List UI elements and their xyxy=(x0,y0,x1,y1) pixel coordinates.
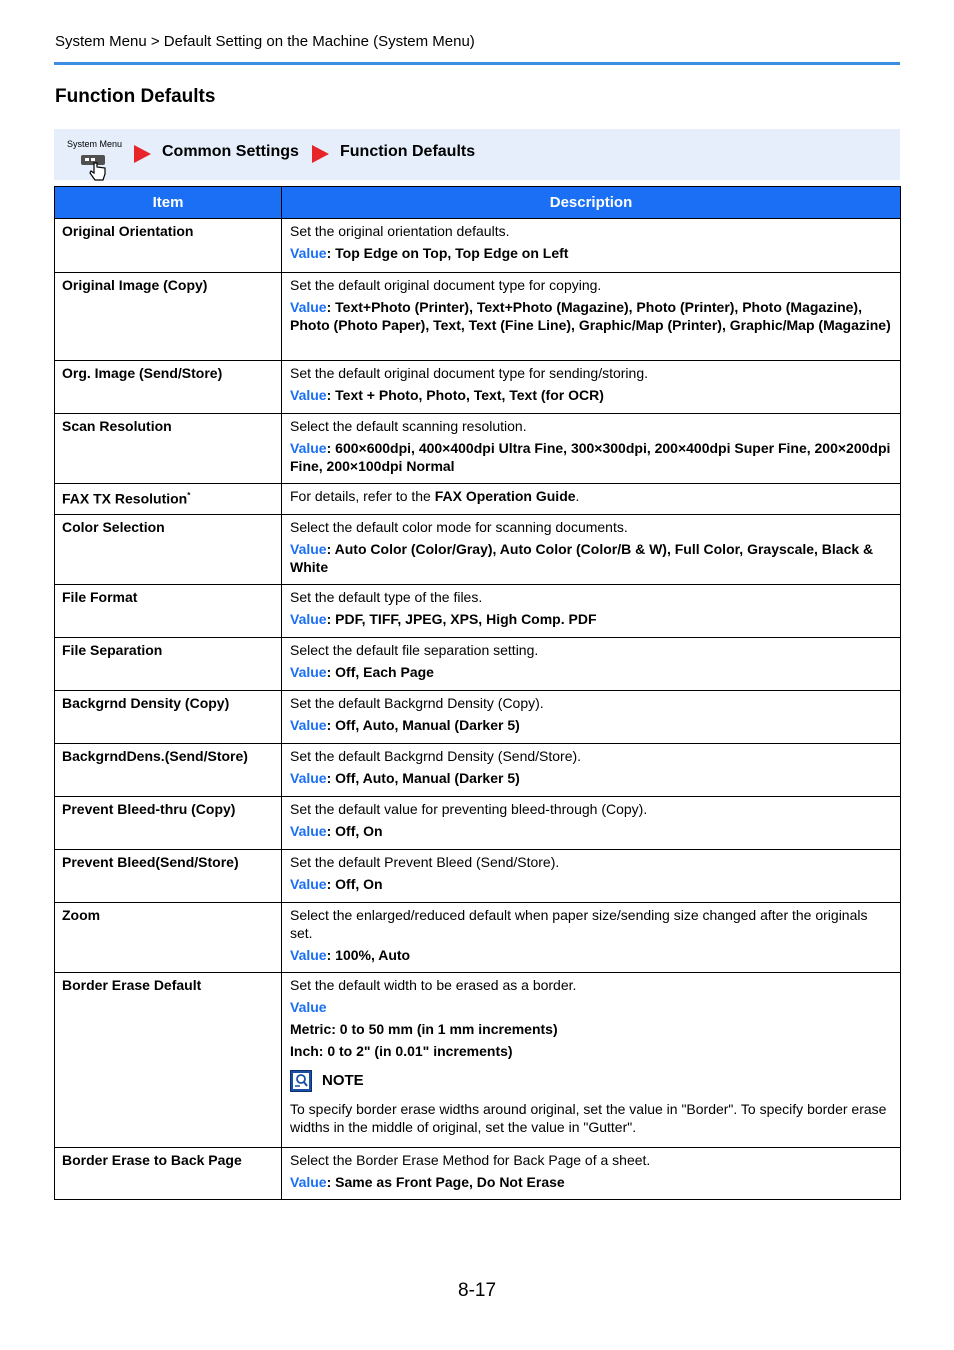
value-key: Value xyxy=(290,947,327,963)
header-rule xyxy=(54,62,900,65)
item-cell: Org. Image (Send/Store) xyxy=(55,361,282,414)
description-text: Set the default Backgrnd Density (Send/Store). xyxy=(290,748,582,764)
navigation-path-bar xyxy=(54,129,900,180)
value-key: Value xyxy=(290,299,327,315)
value-key: Value xyxy=(290,611,327,627)
description-suffix: . xyxy=(575,488,580,504)
value-line: Value: Auto Color (Color/Gray), Auto Color (Color/B & W), Full Color, Grayscale, Black & White xyxy=(290,541,874,575)
value-line: Value: Off, On xyxy=(290,876,383,892)
value-line: Value: Same as Front Page, Do Not Erase xyxy=(290,1174,565,1190)
function-defaults-table xyxy=(54,186,901,1200)
description-text: Set the default original document type for sending/storing. xyxy=(290,365,648,381)
value-options: 100%, Auto xyxy=(335,947,411,963)
description-text: Select the enlarged/reduced default when paper size/sending size changed after the originals set. xyxy=(290,907,868,941)
table-row xyxy=(55,515,901,585)
description-text: Select the Border Erase Method for Back Page of a sheet. xyxy=(290,1152,651,1168)
value-line: Value: 600×600dpi, 400×400dpi Ultra Fine, 300×300dpi, 200×400dpi Super Fine, 200×200dpi Fine, 200×100dpi Normal xyxy=(290,440,891,474)
value-options: Off, Each Page xyxy=(335,664,434,680)
description-prefix: For details, refer to the xyxy=(290,488,435,504)
table-row xyxy=(55,585,901,638)
table-row xyxy=(55,691,901,744)
item-cell xyxy=(55,484,282,515)
value-line: Value: 100%, Auto xyxy=(290,947,411,963)
description-cell xyxy=(282,903,901,973)
value-key: Value xyxy=(290,440,327,456)
table-row xyxy=(55,219,901,273)
value-line: Value: Off, Auto, Manual (Darker 5) xyxy=(290,770,520,786)
system-menu-key xyxy=(64,137,124,181)
table-row xyxy=(55,273,901,361)
description-cell xyxy=(282,973,901,1148)
system-menu-hand-icon xyxy=(80,153,110,181)
item-cell: Original Image (Copy) xyxy=(55,273,282,361)
value-options: Text + Photo, Photo, Text, Text (for OCR) xyxy=(335,387,604,403)
guide-reference: FAX Operation Guide xyxy=(434,488,576,504)
page-number: 8-17 xyxy=(458,1280,497,1301)
note-text: To specify border erase widths around original, set the value in "Border". To specify border erase widths in the middle of original, set the value in "Gutter". xyxy=(290,1101,887,1135)
value-options: PDF, TIFF, JPEG, XPS, High Comp. PDF xyxy=(335,611,597,627)
description-text: Set the default original document type for copying. xyxy=(290,277,602,293)
page-title: Function Defaults xyxy=(55,86,216,107)
column-header-description: Description xyxy=(282,187,901,219)
note-icon xyxy=(290,1070,312,1092)
description-cell xyxy=(282,219,901,273)
description-cell xyxy=(282,484,901,515)
table-row xyxy=(55,797,901,850)
nav-arrow-icon xyxy=(312,145,329,163)
description-cell xyxy=(282,691,901,744)
value-options: Off, On xyxy=(335,823,383,839)
description-cell xyxy=(282,797,901,850)
nav-arrow-icon xyxy=(134,145,151,163)
value-key: Value xyxy=(290,245,327,261)
description-text: Set the original orientation defaults. xyxy=(290,223,510,239)
description-text: Set the default Backgrnd Density (Copy). xyxy=(290,695,544,711)
table-header-row xyxy=(55,187,901,219)
value-line: Value: Off, Each Page xyxy=(290,664,434,680)
table-row xyxy=(55,903,901,973)
description-text: Set the default type of the files. xyxy=(290,589,483,605)
metric-range: Metric: 0 to 50 mm (in 1 mm increments) xyxy=(290,1021,558,1037)
footnote-marker: * xyxy=(187,491,191,500)
item-cell: File Format xyxy=(55,585,282,638)
description-text: Select the default color mode for scanning documents. xyxy=(290,519,628,535)
item-cell: Border Erase to Back Page xyxy=(55,1148,282,1200)
item-cell: Scan Resolution xyxy=(55,414,282,484)
value-line: Value: Off, Auto, Manual (Darker 5) xyxy=(290,717,520,733)
description-cell xyxy=(282,850,901,903)
value-key: Value xyxy=(290,876,327,892)
item-cell: Prevent Bleed(Send/Store) xyxy=(55,850,282,903)
description-text: Set the default width to be erased as a border. xyxy=(290,977,577,993)
description-text: Set the default Prevent Bleed (Send/Store). xyxy=(290,854,560,870)
item-cell: Zoom xyxy=(55,903,282,973)
value-options: Top Edge on Top, Top Edge on Left xyxy=(335,245,569,261)
system-menu-label: System Menu xyxy=(67,139,123,149)
item-cell: Border Erase Default xyxy=(55,973,282,1148)
description-text: Select the default scanning resolution. xyxy=(290,418,527,434)
value-key: Value xyxy=(290,1174,327,1190)
table-row xyxy=(55,414,901,484)
table-row xyxy=(55,361,901,414)
item-cell: File Separation xyxy=(55,638,282,691)
description-cell xyxy=(282,638,901,691)
value-key: Value xyxy=(290,664,327,680)
note-heading xyxy=(290,1070,892,1092)
item-cell: Original Orientation xyxy=(55,219,282,273)
value-line: Value: Text + Photo, Photo, Text, Text (for OCR) xyxy=(290,387,604,403)
item-cell: Color Selection xyxy=(55,515,282,585)
table-row xyxy=(55,484,901,515)
inch-range: Inch: 0 to 2" (in 0.01" increments) xyxy=(290,1043,513,1059)
description-cell xyxy=(282,1148,901,1200)
table-row xyxy=(55,744,901,797)
item-cell: Backgrnd Density (Copy) xyxy=(55,691,282,744)
value-options: Off, Auto, Manual (Darker 5) xyxy=(335,717,520,733)
description-cell xyxy=(282,515,901,585)
nav-step-common-settings: Common Settings xyxy=(162,143,299,160)
description-text: Set the default value for preventing bleed-through (Copy). xyxy=(290,801,648,817)
value-key: Value xyxy=(290,823,327,839)
item-label: FAX TX Resolution xyxy=(62,490,188,507)
description-cell xyxy=(282,361,901,414)
table-row xyxy=(55,973,901,1148)
value-options: Same as Front Page, Do Not Erase xyxy=(335,1174,565,1190)
value-line xyxy=(290,998,892,1016)
item-cell: Prevent Bleed-thru (Copy) xyxy=(55,797,282,850)
column-header-item: Item xyxy=(55,187,282,219)
description-cell xyxy=(282,414,901,484)
value-options: 600×600dpi, 400×400dpi Ultra Fine, 300×300dpi, 200×400dpi Super Fine, 200×200dpi Fine, 200×100dpi Normal xyxy=(290,440,891,474)
value-line: Value: PDF, TIFF, JPEG, XPS, High Comp. PDF xyxy=(290,611,597,627)
description-cell xyxy=(282,585,901,638)
note-title: NOTE xyxy=(322,1072,364,1089)
value-key: Value xyxy=(290,387,327,403)
table-row xyxy=(55,1148,901,1200)
table-row xyxy=(55,638,901,691)
value-line: Value: Top Edge on Top, Top Edge on Left xyxy=(290,245,569,261)
value-options: Off, Auto, Manual (Darker 5) xyxy=(335,770,520,786)
value-line: Value: Text+Photo (Printer), Text+Photo (Magazine), Photo (Printer), Photo (Magazine), Photo (Photo Paper), Text, Text (Fine Line), Graphic/Map (Printer), Graphic/Map (Magazine) xyxy=(290,299,891,333)
value-line: Value: Off, On xyxy=(290,823,383,839)
value-key: Value xyxy=(290,770,327,786)
description-text xyxy=(290,487,892,505)
description-text: Select the default file separation setting. xyxy=(290,642,539,658)
breadcrumb: System Menu > Default Setting on the Machine (System Menu) xyxy=(55,33,475,50)
value-key: Value xyxy=(290,999,327,1015)
value-options: Auto Color (Color/Gray), Auto Color (Color/B & W), Full Color, Grayscale, Black & White xyxy=(290,541,874,575)
item-cell: BackgrndDens.(Send/Store) xyxy=(55,744,282,797)
value-options: Off, On xyxy=(335,876,383,892)
value-options: Text+Photo (Printer), Text+Photo (Magazine), Photo (Printer), Photo (Magazine), Photo (Photo Paper), Text, Text (Fine Line), Graphic/Map (Printer), Graphic/Map (Magazine) xyxy=(290,299,891,333)
description-cell xyxy=(282,744,901,797)
description-cell xyxy=(282,273,901,361)
table-row xyxy=(55,850,901,903)
value-key: Value xyxy=(290,541,327,557)
value-key: Value xyxy=(290,717,327,733)
nav-step-function-defaults: Function Defaults xyxy=(340,143,476,160)
